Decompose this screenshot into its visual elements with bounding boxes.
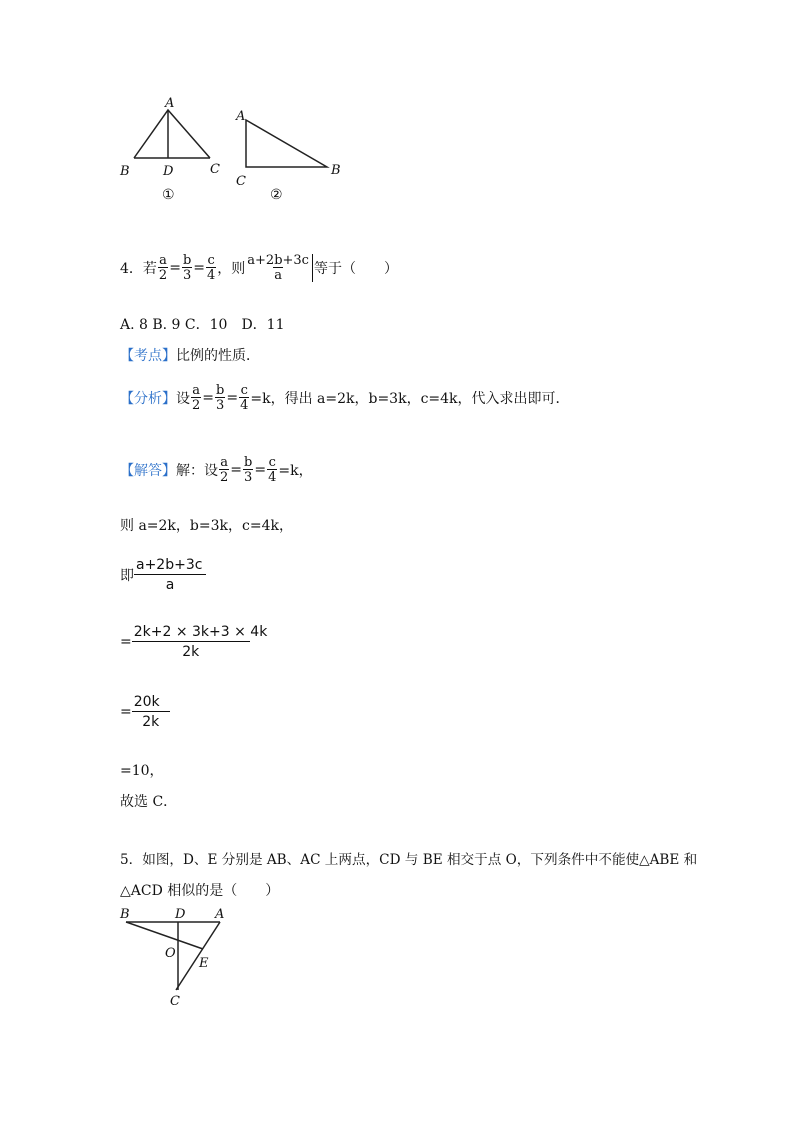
fenxi-text: =k，得出 a=2k，b=3k，c=4k，代入求出即可． (250, 391, 570, 407)
kaodian-text: 比例的性质． (176, 348, 260, 364)
q4-frac-c: $\frac{c}{4}$ (207, 253, 216, 283)
q4-frac-a: $\frac{a}{2}$ (158, 253, 168, 283)
q5-label-e: E (199, 956, 209, 971)
q5-label-a: A (215, 907, 225, 922)
q4-step-3: = $\frac{2k+2 \times 3k+3 \times 4k}{2k}$ (120, 624, 268, 660)
q4-answer: 故选 C． (120, 794, 178, 810)
q4-tail: 等于（ ） (313, 261, 398, 277)
figure-2-label-a: A (236, 109, 246, 124)
figure-q5 (112, 905, 242, 1010)
q4-fenxi: 【分析】 设 $\frac{a}{2}$ = $\frac{b}{3}$ = $\frac{c}{4}$ =k，得出 a=2k，b=3k，c=4k，代入求出即可． (120, 383, 570, 413)
figure-2-label-b: B (331, 163, 341, 178)
figure-1-label-b: B (120, 164, 130, 179)
q4-frac-b: $\frac{b}{3}$ (182, 253, 192, 283)
q5-label-b: B (120, 907, 130, 922)
q4-step-2: 即 $\frac{a+2b+3c}{a}$ (120, 558, 206, 592)
figure-1 (119, 96, 220, 203)
figure-2 (235, 109, 341, 203)
q4-jieda: 【解答】 解：设 $\frac{a}{2}$ = $\frac{b}{3}$ = $\frac{c}{4}$ =k， (120, 455, 313, 485)
q5-stem-line-2: △ACD 相似的是（ ） (120, 883, 280, 899)
q4-step-1: 则 a=2k，b=3k，c=4k， (120, 518, 293, 534)
figure-1-label-d: D (163, 164, 174, 179)
figure-1-label-a: A (165, 96, 175, 111)
figure-2-caption: ② (270, 187, 283, 203)
q5-label-d: D (175, 907, 186, 922)
q4-expression: $\frac{a+2b+3c}{a}$ (246, 254, 313, 282)
figure-1-caption: ① (162, 187, 175, 203)
figure-2-label-c: C (236, 174, 246, 189)
q4-step-4: = $\frac{20k}{2k}$ (120, 695, 170, 729)
q4-kaodian (120, 345, 260, 365)
kaodian-tag: 【考点】 (120, 348, 176, 364)
q5-stem-line-1: 5．如图，D、E 分别是 AB、AC 上两点，CD 与 BE 相交于点 O，下列条件中不能使△ABE 和 (120, 852, 698, 868)
q4-then: ，则 (217, 261, 246, 277)
fenxi-tag: 【分析】 (120, 391, 176, 407)
q5-label-c: C (170, 994, 180, 1009)
figure-triangles-1-2 (110, 95, 360, 210)
q4-options: A. 8 B. 9 C．10 D．11 (120, 317, 285, 333)
q4-number: 4． (120, 261, 143, 277)
jieda-tag: 【解答】 (120, 463, 176, 479)
figure-1-label-c: C (210, 162, 220, 177)
q4-step-5: =10， (120, 763, 164, 779)
q4-stem: 4． 若 $\frac{a}{2}$ = $\frac{b}{3}$ = $\frac{c}{4}$ ，则 $\frac{a+2b+3c}{a}$ 等于（ ） (120, 253, 398, 283)
q5-label-o: O (165, 946, 176, 961)
q4-lead: 若 (142, 261, 157, 277)
